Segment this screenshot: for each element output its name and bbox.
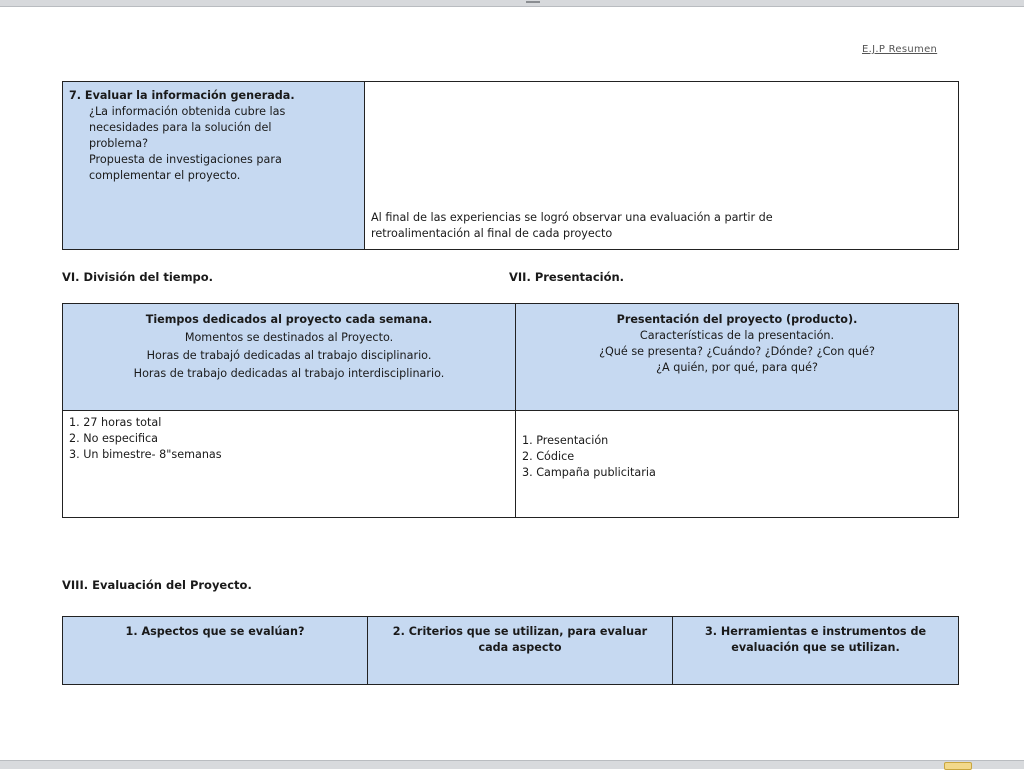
presentation-line: ¿Qué se presenta? ¿Cuándo? ¿Dónde? ¿Con qué?: [599, 345, 875, 358]
evaluation-question-body: [69, 104, 358, 184]
answer-line: Al final de las experiencias se logró observar una evaluación a partir de: [371, 211, 773, 224]
time-division-list: [63, 411, 515, 467]
evaluation-criteria-column: [367, 616, 672, 685]
column-header: 1. Aspectos que se evalúan?: [125, 625, 305, 638]
presentation-header: [516, 304, 958, 376]
evaluation-line: Propuesta de investigaciones para: [89, 153, 282, 166]
time-division-header: [63, 304, 515, 382]
list-item: 1. Presentación: [522, 434, 609, 447]
evaluation-answer: [371, 210, 952, 242]
evaluation-line: ¿La información obtenida cubre las: [89, 105, 286, 118]
presentation-line: ¿A quién, por qué, para qué?: [656, 361, 818, 374]
time-division-title: Tiempos dedicados al proyecto cada semana.: [145, 313, 433, 326]
list-item: 2. Códice: [522, 450, 575, 463]
list-item: 2. No especifica: [69, 432, 159, 445]
time-division-line: Horas de trabajo dedicadas al trabajo interdisciplinario.: [133, 367, 445, 380]
presentation-title: Presentación del proyecto (producto).: [616, 313, 858, 326]
time-division-line: Horas de trabajó dedicadas al trabajo disciplinario.: [146, 349, 432, 362]
top-grip-handle[interactable]: [526, 1, 540, 3]
list-item: 1. 27 horas total: [69, 416, 162, 429]
window-top-bar: [0, 0, 1024, 7]
list-item: 3. Campaña publicitaria: [522, 466, 656, 479]
column-header: 3. Herramientas e instrumentos de evaluación que se utilizan.: [704, 625, 927, 654]
evaluation-title: 7. Evaluar la información generada.: [69, 89, 295, 102]
evaluation-tools-column: [672, 616, 959, 685]
section-vi-label: VI. División del tiempo.: [62, 270, 214, 284]
evaluation-question-cell: [62, 81, 364, 250]
evaluation-line: problema?: [89, 137, 149, 150]
section-vii-label: VII. Presentación.: [509, 270, 625, 284]
list-item: 3. Un bimestre- 8"semanas: [69, 448, 222, 461]
answer-line: retroalimentación al final de cada proyecto: [371, 227, 613, 240]
time-division-body-cell: [62, 410, 515, 518]
evaluation-answer-cell: [364, 81, 959, 250]
bottom-scroll-handle[interactable]: [944, 762, 972, 770]
evaluation-line: necesidades para la solución del: [89, 121, 272, 134]
evaluation-aspects-column: [62, 616, 367, 685]
presentation-list: [516, 411, 958, 485]
presentation-header-cell: [515, 303, 959, 410]
column-header: 2. Criterios que se utilizan, para evaluar cada aspecto: [392, 625, 648, 654]
time-division-line: Momentos se destinados al Proyecto.: [184, 331, 394, 344]
presentation-line: Características de la presentación.: [639, 329, 835, 342]
time-division-header-cell: [62, 303, 515, 410]
evaluation-line: complementar el proyecto.: [89, 169, 241, 182]
presentation-body-cell: [515, 410, 959, 518]
document-header: E.J.P Resumen: [862, 44, 938, 55]
section-viii-label: VIII. Evaluación del Proyecto.: [62, 578, 252, 592]
